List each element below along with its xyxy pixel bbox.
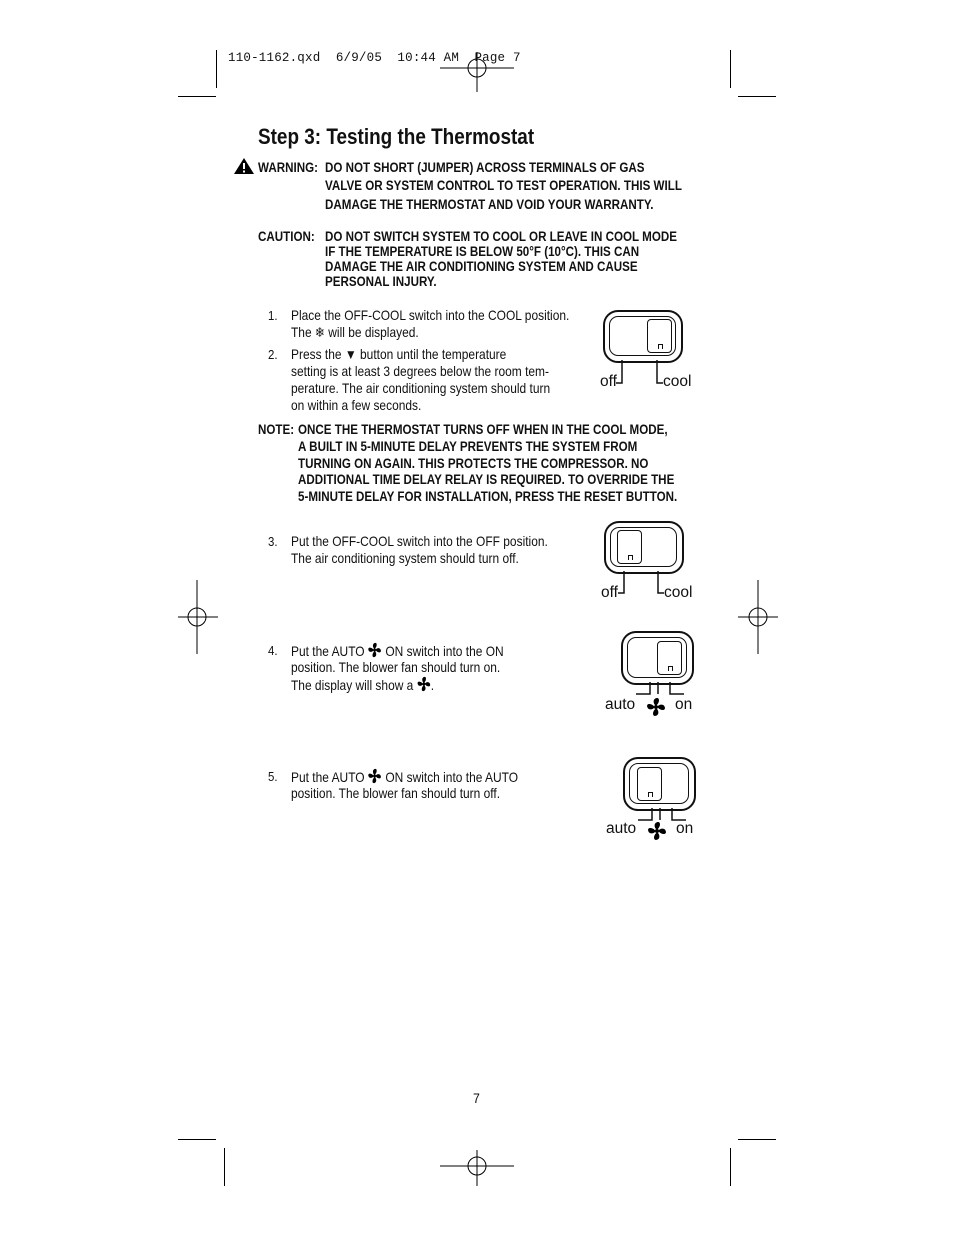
note-line: ADDITIONAL TIME DELAY RELAY IS REQUIRED. TO OVERRIDE THE [298,472,675,487]
page-number: 7 [473,1090,480,1106]
note-line: A BUILT IN 5-MINUTE DELAY PREVENTS THE SYSTEM FROM [298,439,638,454]
fan-icon [647,821,667,841]
step-text: Put the OFF-COOL switch into the OFF position. [291,534,548,549]
step-text: setting is at least 3 degrees below the room tem- [291,364,549,379]
file-slug: 110-1162.qxd 6/9/05 10:44 AM Page 7 [228,51,521,65]
caution-line: DAMAGE THE AIR CONDITIONING SYSTEM AND CAUSE [325,259,638,274]
step-text [291,642,504,660]
crop-mark [178,96,216,97]
crop-mark [178,1139,216,1140]
step-number: 3. [268,534,278,549]
step-text: The ❄ will be displayed. [291,325,419,340]
crop-mark [216,50,217,88]
step-text [291,676,434,694]
step-number: 4. [268,643,278,658]
registration-mark [440,1150,514,1186]
fan-icon [417,676,431,692]
step-text: position. The blower fan should turn off. [291,786,501,801]
warning-line: VALVE OR SYSTEM CONTROL TO TEST OPERATION. THIS WILL [325,178,682,193]
switch-label-on: on [676,820,694,837]
step-text: Press the ▼ button until the temperature [291,347,507,362]
fan-icon [368,642,382,658]
step-text: position. The blower fan should turn on. [291,660,501,675]
switch-label-cool: cool [664,584,693,601]
step-number: 5. [268,769,278,784]
warning-line: DAMAGE THE THERMOSTAT AND VOID YOUR WARRANTY. [325,197,654,212]
warning-line: DO NOT SHORT (JUMPER) ACROSS TERMINALS OF GAS [325,160,645,175]
crop-mark [730,50,731,88]
note-line: TURNING ON AGAIN. THIS PROTECTS THE COMPRESSOR. NO [298,456,649,471]
crop-mark [730,1148,731,1186]
switch-label-auto: auto [606,820,637,837]
caution-line: PERSONAL INJURY. [325,274,437,289]
registration-mark [738,580,778,654]
warning-label: WARNING: [258,160,318,175]
crop-mark [738,96,776,97]
step-text-part: Put the AUTO [291,770,365,785]
registration-mark [178,580,218,654]
crop-mark [224,1148,225,1186]
crop-mark [738,1139,776,1140]
switch-label-off: off [600,373,617,390]
step-text-part: ON switch into the ON [385,644,504,659]
caution-line: DO NOT SWITCH SYSTEM TO COOL OR LEAVE IN COOL MODE [325,229,677,244]
step-text-part: The display will show a [291,678,414,693]
step-text: on within a few seconds. [291,398,422,413]
fan-icon [368,768,382,784]
step-text: The air conditioning system should turn off. [291,551,519,566]
fan-icon [646,697,666,717]
switch-label-cool: cool [663,373,692,390]
caution-line: IF THE TEMPERATURE IS BELOW 50°F (10°C). THIS CAN [325,244,640,259]
switch-label-auto: auto [605,696,636,713]
step-number: 1. [268,308,278,323]
note-line: ONCE THE THERMOSTAT TURNS OFF WHEN IN THE COOL MODE, [298,422,668,437]
step-text-part: Put the AUTO [291,644,365,659]
step-text-part: ON switch into the AUTO [385,770,519,785]
caution-label: CAUTION: [258,229,315,244]
warning-icon [233,157,255,175]
step-text: Place the OFF-COOL switch into the COOL position. [291,308,570,323]
note-label: NOTE: [258,422,295,437]
step-text [291,768,518,786]
switch-label-on: on [675,696,693,713]
step-number: 2. [268,347,278,362]
note-line: 5-MINUTE DELAY FOR INSTALLATION, PRESS THE RESET BUTTON. [298,489,678,504]
switch-label-off: off [601,584,618,601]
step-text-part: . [430,678,435,693]
page-title: Step 3: Testing the Thermostat [258,124,535,149]
step-text: perature. The air conditioning system should turn [291,381,551,396]
